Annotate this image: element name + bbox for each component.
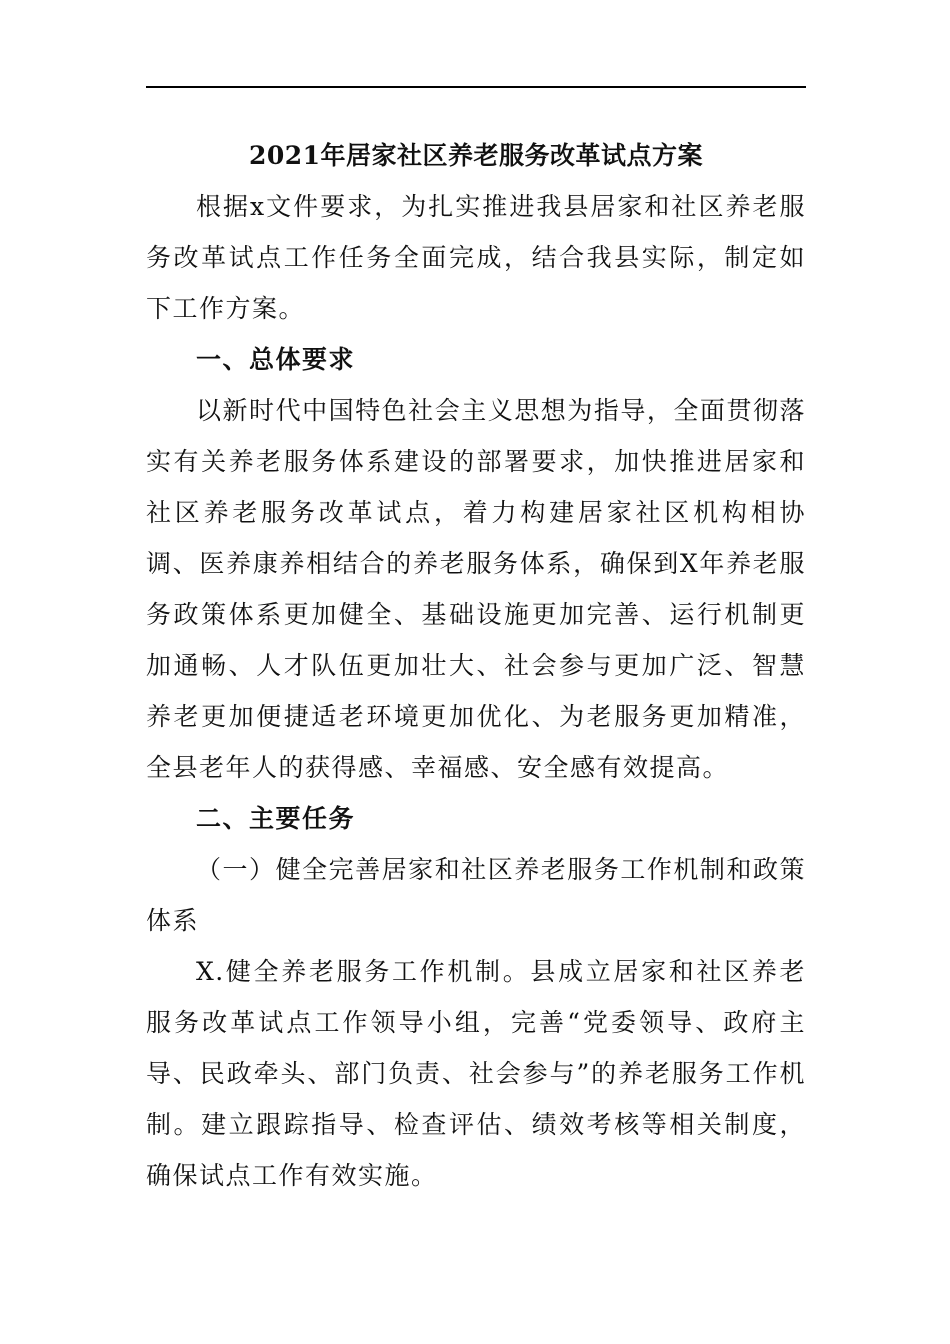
document-page <box>146 0 806 1344</box>
mechanism-paragraph: X.健全养老服务工作机制。县成立居家和社区养老服务改革试点工作领导小组，完善“党委领导、政府主导、民政牵头、部门负责、社会参与”的养老服务工作机制。建立跟踪指导、检查评估、绩效考核等相关制度，确保试点工作有效实施。 <box>146 957 806 1190</box>
intro-paragraph: 根据x文件要求，为扎实推进我县居家和社区养老服务改革试点工作任务全面完成，结合我县实际，制定如下工作方案。 <box>146 192 806 323</box>
subsection-heading-mechanism: （一）健全完善居家和社区养老服务工作机制和政策体系 <box>146 855 806 935</box>
document-body <box>146 181 806 1201</box>
document-title: 2021年居家社区养老服务改革试点方案 <box>248 141 704 170</box>
header-rule <box>146 86 806 88</box>
section-heading-general-requirements: 一、总体要求 <box>196 345 356 374</box>
section-heading-main-tasks: 二、主要任务 <box>196 804 356 833</box>
general-requirements-paragraph: 以新时代中国特色社会主义思想为指导，全面贯彻落实有关养老服务体系建设的部署要求，加快推进居家和社区养老服务改革试点，着力构建居家社区机构相协调、医养康养相结合的养老服务体系，确保到X年养老服务政策体系更加健全、基础设施更加完善、运行机制更加通畅、人才队伍更加壮大、社会参与更加广泛、智慧养老更加便捷适老环境更加优化、为老服务更加精准，全县老年人的获得感、幸福感、安全感有效提高。 <box>146 396 806 782</box>
